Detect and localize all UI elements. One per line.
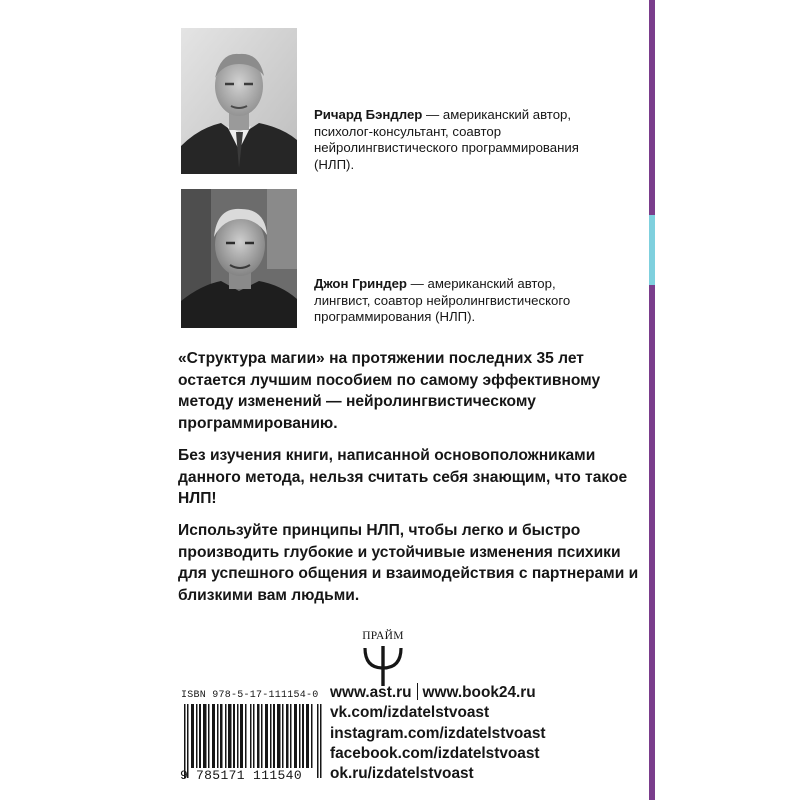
author-photo-grinder — [181, 189, 297, 328]
author-bio-bandler — [314, 107, 614, 173]
cover-spine-edge — [649, 0, 655, 800]
publisher-name: ПРАЙМ — [362, 630, 404, 642]
link-instagram[interactable]: instagram.com/izdatelstvoast — [330, 724, 546, 742]
publisher-logo — [352, 628, 414, 688]
barcode-digit-first: 9 — [180, 768, 189, 783]
blurb-paragraph-3: Используйте принципы НЛП, чтобы легко и быстро производить глубокие и устойчивые изменения психики для успешного общения и взаимодействия с партнерами и близкими вам людьми. — [178, 522, 639, 604]
author-name: Джон Гриндер — [314, 276, 407, 291]
link-ast[interactable]: www.ast.ru — [330, 684, 412, 701]
link-ok[interactable]: ok.ru/izdatelstvoast — [330, 765, 474, 783]
isbn-label: ISBN 978-5-17-111154-0 — [181, 690, 319, 701]
author-bio-grinder — [314, 276, 604, 326]
author-photo-bandler — [181, 28, 297, 174]
barcode-digits-rest: 785171 111540 — [196, 768, 302, 783]
link-book24[interactable]: www.book24.ru — [422, 684, 536, 701]
author-description: — американский автор, психолог-консультант, соавтор нейролингвистического программирования (НЛП). — [314, 107, 579, 172]
link-vk[interactable]: vk.com/izdatelstvoast — [330, 704, 490, 722]
author-name: Ричард Бэндлер — [314, 107, 423, 122]
blurb-paragraph-2: Без изучения книги, написанной основоположниками данного метода, нельзя считать себя знающим, что такое НЛП! — [178, 447, 628, 507]
blurb-paragraph-1: «Структура магии» на протяжении последних 35 лет остается лучшим пособием по самому эффективному методу изменений — нейролингвистическому программированию. — [178, 350, 601, 432]
psi-icon — [362, 644, 404, 688]
spine-accent-band — [649, 215, 655, 285]
author-description: — американский автор, лингвист, соавтор нейролингвистического программирования (НЛП). — [314, 276, 571, 325]
link-facebook[interactable]: facebook.com/izdatelstvoast — [330, 744, 540, 762]
publisher-links — [330, 683, 650, 784]
link-divider — [417, 683, 418, 700]
barcode-icon — [184, 704, 324, 778]
